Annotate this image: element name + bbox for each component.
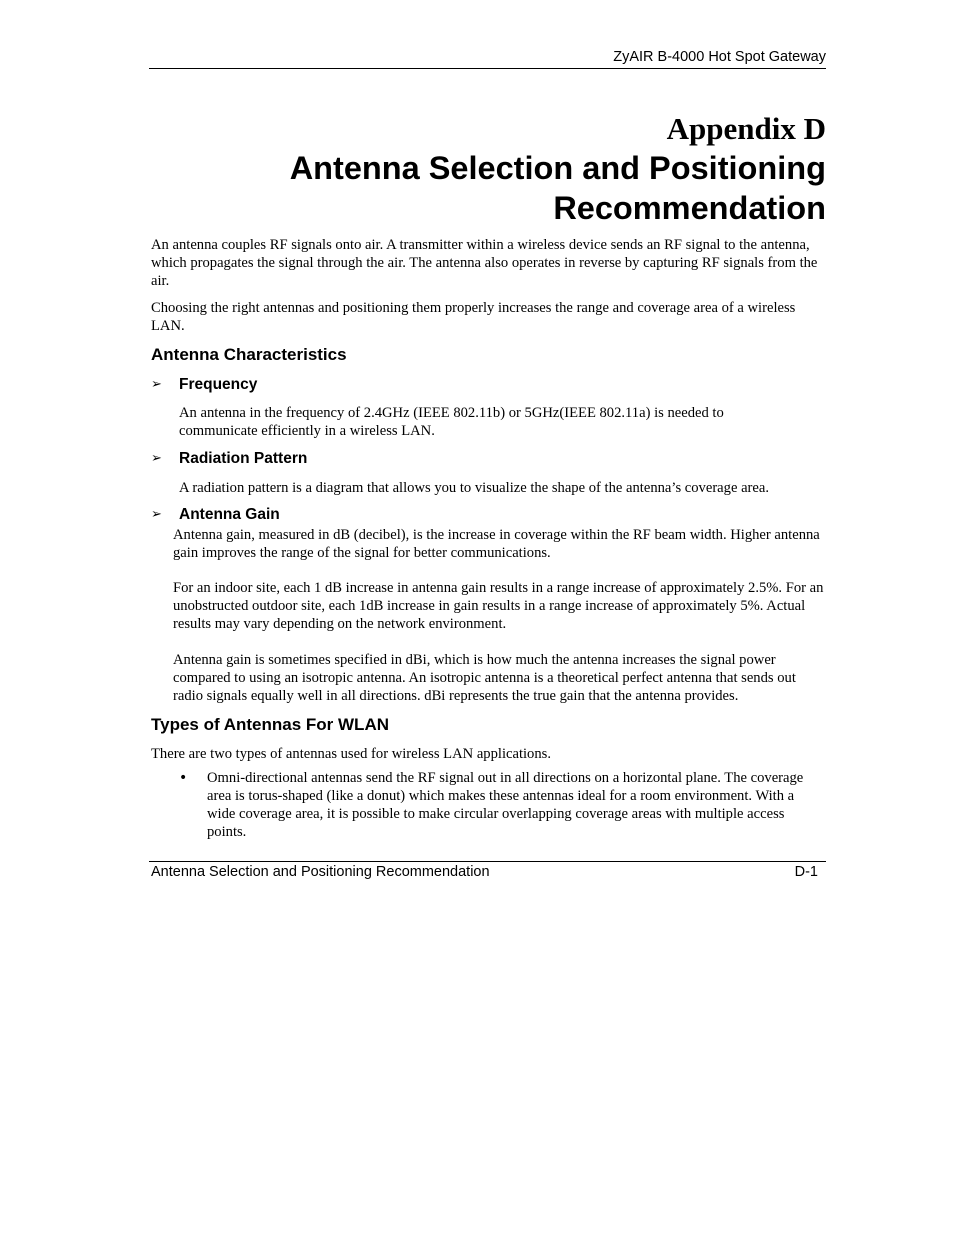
section-heading-characteristics: Antenna Characteristics [151, 345, 347, 364]
running-header: ZyAIR B-4000 Hot Spot Gateway [613, 49, 826, 65]
arrow-bullet-icon: ➢ [151, 377, 162, 392]
gain-paragraph-2: For an indoor site, each 1 dB increase in antenna gain results in a range increase of approximately 2.5%. For an unobstructed outdoor site, each 1dB increase in gain results in a range increase of approximately 5%. Actual results may vary depending on the network environment. [173, 580, 824, 632]
frequency-paragraph: An antenna in the frequency of 2.4GHz (IEEE 802.11b) or 5GHz(IEEE 802.11a) is needed to communicate efficiently in a wireless LAN. [179, 405, 724, 439]
subheading-radiation-pattern: Radiation Pattern [179, 450, 308, 467]
section-heading-types: Types of Antennas For WLAN [151, 715, 389, 734]
page-title-line-1: Antenna Selection and Positioning [289, 150, 826, 186]
footer-page-number: D-1 [794, 864, 818, 880]
subheading-antenna-gain: Antenna Gain [179, 506, 280, 523]
gain-paragraph-1: Antenna gain, measured in dB (decibel), is the increase in coverage within the RF beam width. Higher antenna gain improves the range of the signal for better communications. [173, 527, 820, 561]
bullet-dot-icon: • [179, 770, 188, 786]
footer-rule [149, 861, 826, 862]
arrow-bullet-icon: ➢ [151, 451, 162, 466]
subheading-frequency: Frequency [179, 376, 258, 393]
gain-paragraph-3: Antenna gain is sometimes specified in dBi, which is how much the antenna increases the signal power compared to using an isotropic antenna. An isotropic antenna is a theoretical perfect antenna that sends out radio signals equally well in all directions. dBi represents the true gain that the antenna provides. [173, 652, 796, 704]
appendix-label: Appendix D [666, 111, 826, 146]
page-title-line-2: Recommendation [553, 190, 826, 226]
header-rule [149, 68, 826, 69]
footer-chapter-title: Antenna Selection and Positioning Recommendation [151, 864, 490, 880]
radiation-paragraph: A radiation pattern is a diagram that allows you to visualize the shape of the antenna’s coverage area. [179, 480, 770, 496]
intro-paragraph-2: Choosing the right antennas and positioning them properly increases the range and coverage area of a wireless LAN. [151, 300, 796, 334]
arrow-bullet-icon: ➢ [151, 507, 162, 522]
list-item: Omni-directional antennas send the RF signal out in all directions on a horizontal plane. The coverage area is torus-shaped (like a donut) which makes these antennas ideal for a room environment. With a wide coverage area, it is possible to make circular overlapping coverage areas with multiple access points. [207, 770, 804, 840]
intro-paragraph-1: An antenna couples RF signals onto air. A transmitter within a wireless device sends an RF signal to the antenna, which propagates the signal through the air. The antenna also operates in reverse by capturing RF signals from the air. [151, 237, 818, 289]
types-intro-paragraph: There are two types of antennas used for wireless LAN applications. [151, 746, 551, 762]
